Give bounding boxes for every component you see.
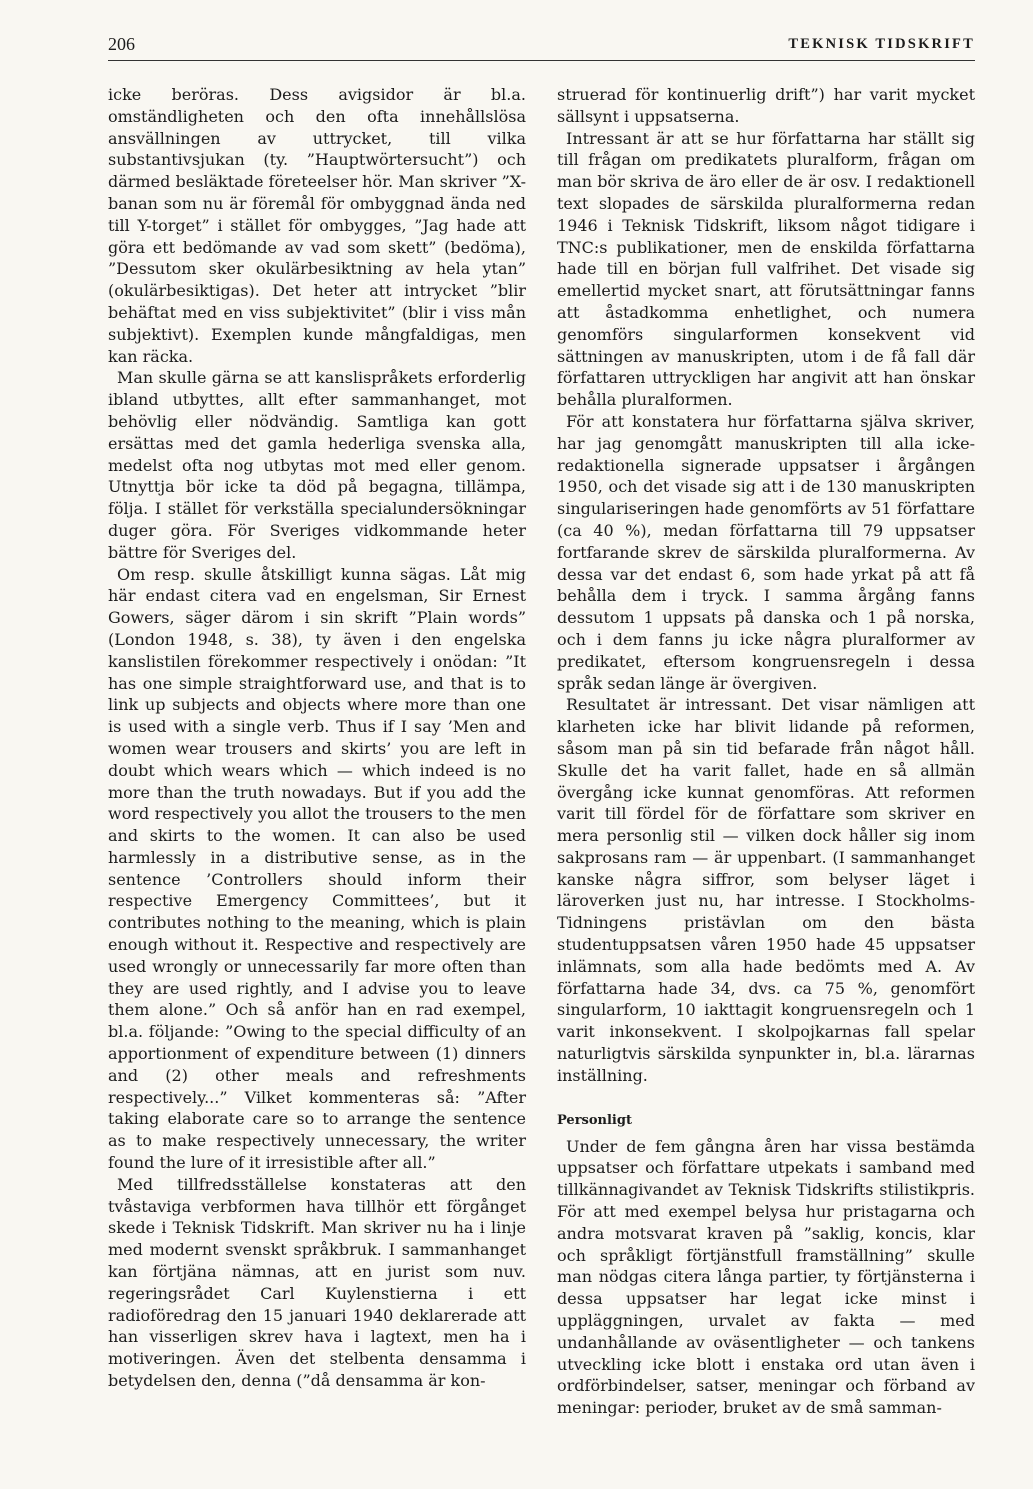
paragraph: Om resp. skulle åtskilligt kunna sägas. Låt mig här endast citera vad en engelsman, Sir Ernest Gowers, säger därom i sin skrift ”Plain words” (London 1948, s. 38), ty även i den engelska kanslistilen förekommer respectively i onödan: ”It has one simple straightforward use, and that is to link up subjects and objects where more than one is used with a single verb. Thus if I say ’Men and women wear trousers and skirts’ you are left in doubt which wears which — which indeed is no more than the truth nowadays. But if you add the word respectively you allot the trousers to the men and skirts to the women. It can also be used harmlessly in a distributive sense, as in the sentence ’Controllers should inform their respective Emergency Committees’, but it contributes nothing to the meaning, which is plain enough without it. Respective and respectively are used wrongly or unnecessarily far more often than they are used rightly, and I advise you to leave them alone.” Och så anför han en rad exempel, bl.a. följande: ”Owing to the special difficulty of an apportionment of expenditure between (1) dinners and (2) other meals and refreshments respectively...” Vilket kommenteras så: ”After taking elaborate care so to arrange the sentence as to make respectively unnecessary, the writer found the lure of it irresistible after all.” [108, 564, 526, 1173]
paragraph: Under de fem gångna åren har vissa bestämda uppsatser och författare utpekats i samband med tillkännagivandet av Teknisk Tidskrifts stilistikpris. För att med exempel belysa hur pristagarna och andra motsvarat kraven på ”saklig, koncis, klar och språkligt förtjänstfull framställning” skulle man nödgas citera långa partier, ty förtjänsterna i dessa uppsatser har legat icke minst i uppläggningen, urvalet av fakta — med undanhållande av oväsentligheter — och tankens utveckling icke blott i enstaka ord utan även i ordförbindelser, satser, meningar och förband av meningar: perioder, bruket av de små samman- [557, 1136, 975, 1418]
section-heading: Personligt [557, 1112, 632, 1128]
page-number: 206 [108, 34, 135, 54]
page-header [108, 34, 975, 61]
paragraph: struerad för kontinuerlig drift”) har varit mycket sällsynt i uppsatserna. [557, 85, 975, 126]
paragraph: icke beröras. Dess avigsidor är bl.a. omständligheten och den ofta innehållslösa ansvällningen av uttrycket, till vilka substantivsjukan (ty. ”Hauptwörtersucht”) och därmed besläktade företeelser hör. Man skriver ”X-banan som nu är föremål för ombyggnad ända ned till Y-torget” i stället för ombygges, ”Jag hade att göra ett bedömande av vad som skett” (bedöma), ”Dessutom sker okulärbesiktning av hela ytan” (okulärbesiktigas). Det heter att intrycket ”blir behäftat med en viss subjektivitet” (blir i viss mån subjektivt). Exemplen kunde mångfaldigas, men kan räcka. [108, 85, 526, 366]
paragraph: Med tillfredsställelse konstateras att den tvåstaviga verbformen hava tillhör ett förgånget skede i Teknisk Tidskrift. Man skriver nu ha i linje med modernt svenskt språkbruk. I sammanhanget kan förtjäna nämnas, att en jurist som nuv. regeringsrådet Carl Kuylenstierna i ett radioföredrag den 15 januari 1940 deklarerade att han visserligen skrev hava i lagtext, men ha i motiveringen. Även det stelbenta densamma i betydelsen den, denna (”då densamma är kon- [108, 1174, 526, 1391]
paragraph: Resultatet är intressant. Det visar nämligen att klarheten icke har blivit lidande på reformen, såsom man på sin tid befarade från något håll. Skulle det ha varit fallet, hade en så allmän övergång icke kunnat genomföras. Att reformen varit till fördel för de författare som skriver en mera personlig stil — vilken dock håller sig inom sakprosans ram — är uppenbart. (I sammanhanget kanske några siffror, som belyser läget i läroverken just nu, har intresse. I Stockholms-Tidningens pristävlan om den bästa studentuppsatsen våren 1950 hade 45 uppsatser inlämnats, som alla hade bedömts med A. Av författarna hade 34, dvs. ca 75 %, genomfört singularform, 10 iakttagit kongruensregeln och 1 varit inkonsekvent. I skolpojkarnas fall spelar naturligtvis särskilda synpunkter in, bl.a. lärarnas inställning. [557, 695, 975, 1085]
left-column [108, 84, 526, 1392]
journal-title: TEKNISK TIDSKRIFT [788, 36, 975, 52]
paragraph: Man skulle gärna se att kanslispråkets erforderlig ibland utbyttes, allt efter sammanhanget, mot behövlig eller nödvändig. Samtliga kan gott ersättas med det gamla hederliga svenska alla, medelst ofta nog utbytas mot med eller genom. Utnyttja bör icke ta död på begagna, tillämpa, följa. I stället för verkställa specialundersökningar duger göra. För Sveriges vidkommande heter bättre för Sveriges del. [108, 368, 526, 562]
paragraph: För att konstatera hur författarna själva skriver, har jag genomgått manuskripten till alla icke-redaktionella signerade uppsatser i årgången 1950, och det visade sig att i de 130 manuskripten singulariseringen hade genomförts av 51 författare (ca 40 %), medan författarna till 79 uppsatser fortfarande skrev de särskilda pluralformerna. Av dessa var det endast 6, som hade yrkat på att få behålla dem i tryck. I samma årgång fanns dessutom 1 uppsats på danska och 1 på norska, och i dem fanns ju icke några pluralformer av predikatet, eftersom kongruensregeln i dessa språk sedan länge är övergiven. [557, 411, 975, 693]
right-column [557, 84, 975, 1419]
paragraph: Intressant är att se hur författarna har ställt sig till frågan om predikatets pluralform, frågan om man bör skriva de äro eller de är osv. I redaktionell text slopades de särskilda pluralformerna redan 1946 i Teknisk Tidskrift, liksom något tidigare i TNC:s publikationer, men de enskilda författarna hade till en början full valfrihet. Det visade sig emellertid mycket snart, att förutsättningar fanns att åstadkomma enhetlighet, och numera genomförs singularformen konsekvent vid sättningen av manuskripten, utom i de få fall där författaren uttryckligen har angivit att han önskar behålla pluralformen. [557, 128, 975, 410]
